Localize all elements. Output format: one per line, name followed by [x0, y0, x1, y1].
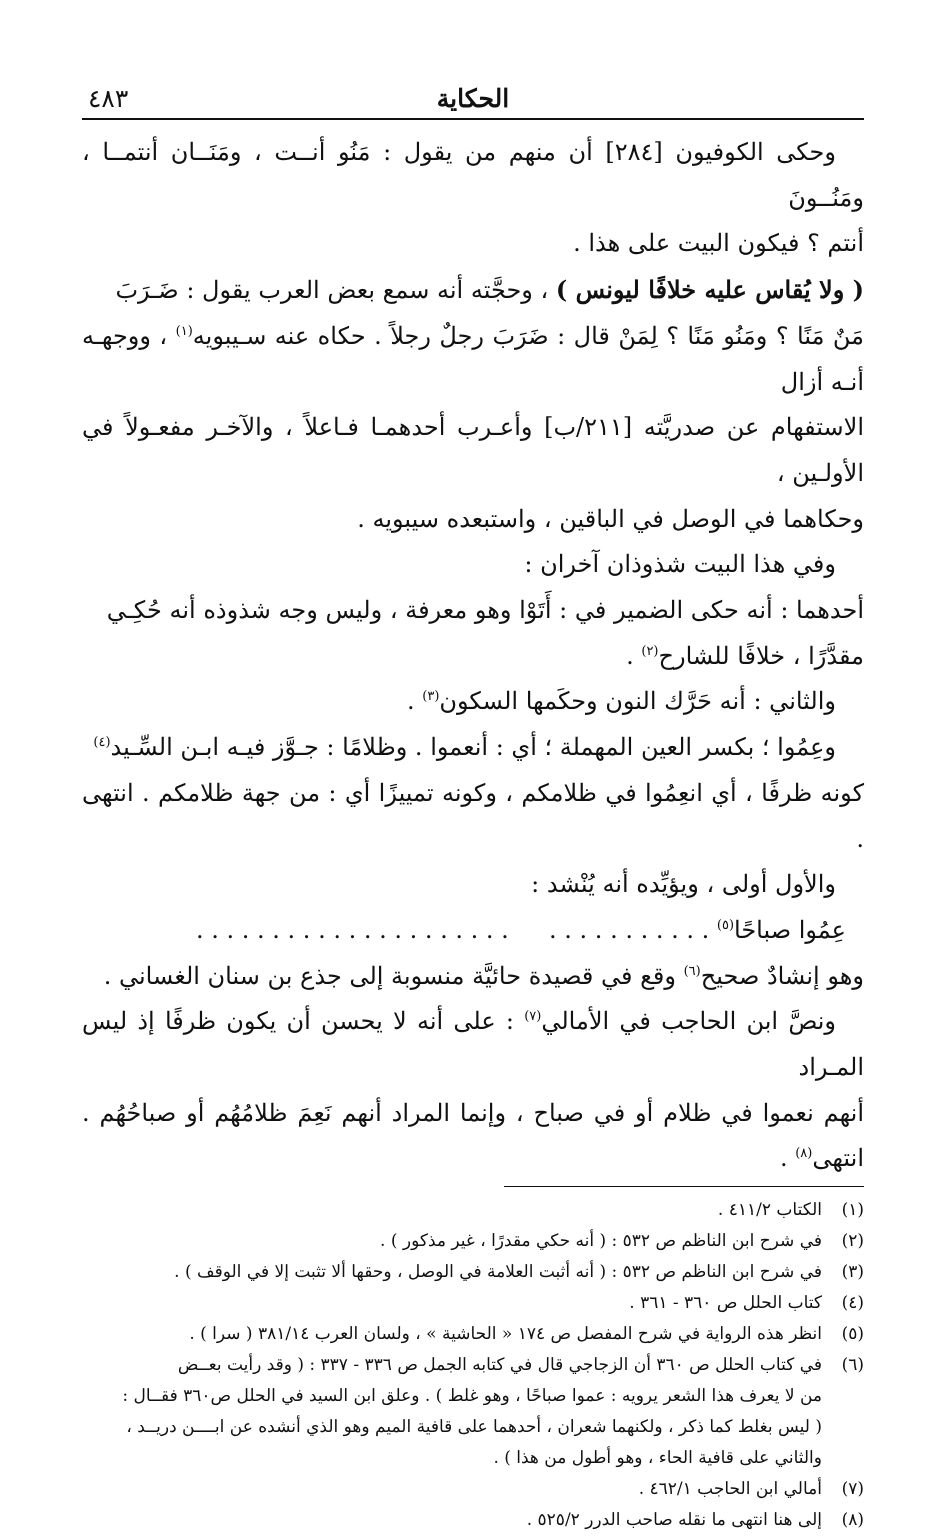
- text-line: .: [407, 687, 423, 716]
- page: [82, 78, 864, 1536]
- running-title: الحكاية: [436, 84, 510, 113]
- footnote-continuation: والثاني على قافية الحاء ، وهو أطول من هذا ) .: [493, 1448, 822, 1469]
- paragraph-continuation: [82, 221, 864, 267]
- footnote-ref[interactable]: (٦): [683, 963, 701, 979]
- verse-text: عِمُوا صباحًا: [734, 915, 846, 944]
- text-line: .: [626, 641, 642, 670]
- text-line: وقع في قصيدة حائيَّة منسوبة إلى جذع بن سنان الغساني .: [103, 961, 684, 990]
- verse-hemistich-left: . . . . . . . . . . . . . . . . . . . . .: [196, 915, 509, 944]
- footnote: [82, 1257, 864, 1288]
- footnote-ref[interactable]: (٢): [641, 643, 659, 659]
- footnote-text: انظر هذه الرواية في شرح المفصل ص ١٧٤ « الحاشية » ، ولسان العرب ٣٨١/١٤ ( سرا ) .: [189, 1324, 822, 1345]
- paragraph: [82, 999, 864, 1090]
- paragraph: [82, 130, 864, 221]
- footnote-text: إلى هنا انتهى ما نقله صاحب الدرر ٥٢٥/٢ .: [526, 1510, 822, 1531]
- footnote-number: (٨): [841, 1510, 864, 1531]
- verse-line: [82, 908, 864, 954]
- verse-hemistich-right: [516, 908, 864, 954]
- paragraph: [82, 679, 864, 725]
- footnote-text: في شرح ابن الناظم ص ٥٣٢ : ( أنه حكي مقدرًا ، غير مذكور ) .: [380, 1231, 822, 1252]
- footnote: [82, 1288, 864, 1319]
- footnote-continuation: من لا يعرف هذا الشعر يرويه : عموا صباحًا ، وهو غلط ) . وعلق ابن السيد في الحلل ص٣٦٠ فقــال :: [122, 1386, 822, 1407]
- text-line: ، وحجَّته أنه سمع بعض العرب يقول : ضَـرَبَ: [115, 276, 556, 305]
- footnote-ref[interactable]: (٣): [422, 689, 440, 705]
- text-line: والثاني : أنه حَرَّك النون وحكَمها السكون: [439, 687, 836, 716]
- footnotes: [82, 1195, 864, 1536]
- text-line: وحكى الكوفيون [٢٨٤] أن منهم من يقول : مَنُو أنــت ، ومَنَــان أنتمــا ، ومَنُــونَ: [82, 138, 864, 212]
- text-line: .: [779, 1144, 796, 1173]
- paragraph: [82, 725, 864, 771]
- footnote: [82, 1195, 864, 1226]
- text-line: : على أنه لا يحسن أن يكون ظرفًا إذ ليس المـراد: [82, 1007, 864, 1082]
- paragraph-continuation: [82, 771, 864, 862]
- paragraph: والأول أولى ، ويؤيِّده أنه يُنْشد :: [531, 870, 836, 899]
- paragraph-continuation: [82, 1091, 864, 1182]
- text-line: أنهم نعموا في ظلام أو في صباح ، وإنما المراد أنهم نَعِمَ ظلامُهُم أو صباحُهُم . انتهى: [82, 1098, 864, 1173]
- footnote-text: أمالي ابن الحاجب ٤٦٢/١ .: [638, 1479, 822, 1500]
- footnote-ref[interactable]: (١): [175, 323, 193, 339]
- footnote: [82, 1505, 864, 1536]
- text-line: وهو إنشادٌ صحيح: [700, 961, 864, 990]
- running-header: [82, 78, 864, 120]
- footnote-number: (١): [841, 1200, 864, 1221]
- text-line: وعِمُوا ؛ بكسر العين المهملة ؛ أي : أنعموا . وظلامًا : جـوَّز فيـه ابـن السِّـيد: [110, 733, 836, 762]
- footnote-number: (٥): [841, 1324, 864, 1345]
- paragraph-continuation: [82, 634, 864, 680]
- footnote: [82, 1474, 864, 1505]
- footnote-continuation: ( ليس بغلط كما ذكر ، ولكنهما شعران ، أحدهما على قافية الميم وهو الذي أنشده عن ابــــن دريــد ،: [126, 1417, 822, 1438]
- verse-ellipsis: . . . . . . . . . . .: [549, 915, 717, 944]
- footnote-text: في شرح ابن الناظم ص ٥٣٢ : ( أنه أثبت العلامة في الوصل ، وحقها ألا تثبت إلا في الوقف ) .: [174, 1262, 822, 1283]
- paragraph-continuation: [82, 497, 864, 543]
- footnote-ref[interactable]: (٥): [716, 917, 735, 933]
- paragraph: [82, 954, 864, 1000]
- main-text: [82, 130, 864, 1182]
- footnote-text: في كتاب الحلل ص ٣٦٠ أن الزجاجي قال في كتابه الجمل ص ٣٣٦ - ٣٣٧ : ( وقد رأيت بعــض: [177, 1355, 822, 1376]
- footnote-ref[interactable]: (٧): [524, 1009, 542, 1025]
- text-line: كونه ظرفًا ، أي انعِمُوا في ظلامكم ، وكونه تمييزًا أي : من جهة ظلامكم . انتهى .: [82, 778, 864, 853]
- footnote: [82, 1319, 864, 1350]
- footnote-text: كتاب الحلل ص ٣٦٠ - ٣٦١ .: [629, 1293, 822, 1314]
- paragraph: [82, 267, 864, 314]
- text-line: ، ووجهـه أنـه أزال: [82, 321, 864, 396]
- footnote-number: (٧): [841, 1479, 864, 1500]
- text-line: أنتم ؟ فيكون البيت على هذا .: [573, 229, 864, 258]
- footnote-number: (٣): [841, 1262, 864, 1283]
- footnote: [82, 1350, 864, 1381]
- footnote-ref[interactable]: (٤): [93, 735, 111, 751]
- footnote-ref[interactable]: (٨): [795, 1146, 813, 1162]
- footnote-text: الكتاب ٤١١/٢ .: [717, 1200, 822, 1221]
- page-number: ٤٨٣: [88, 84, 129, 113]
- paragraph-continuation: [82, 405, 864, 496]
- text-line: ونصَّ ابن الحاجب في الأمالي: [541, 1007, 836, 1036]
- footnote-number: (٦): [841, 1355, 864, 1376]
- text-line: أحدهما : أنه حكى الضمير في : أَتَوْا وهو معرفة ، وليس وجه شذوذه أنه حُكِـي: [106, 596, 864, 625]
- text-line: مقدَّرًا ، خلافًا للشارح: [658, 641, 864, 670]
- paragraph: وفي هذا البيت شذوذان آخران :: [524, 550, 836, 579]
- footnote-number: (٤): [841, 1293, 864, 1314]
- text-line: وحكاهما في الوصل في الباقين ، واستبعده سيبويه .: [357, 504, 864, 533]
- paragraph-continuation: [82, 314, 864, 405]
- footnote-number: (٢): [841, 1231, 864, 1252]
- footnote-separator: [504, 1186, 864, 1187]
- text-line: الاستفهام عن صدريَّته [٢١١/ب] وأعـرب أحدهمـا فـاعلاً ، والآخـر مفعـولاً في الأولـين ،: [82, 413, 864, 487]
- footnote: [82, 1226, 864, 1257]
- text-line: مَنٌ مَنًا ؟ ومَنُو مَنًا ؟ لِمَنْ قال : ضَرَبَ رجلٌ رجلاً . حكاه عنه سـيبويه: [192, 321, 865, 350]
- paragraph: [82, 588, 864, 634]
- rule-heading: ( ولا يُقاس عليه خلافًا ليونس ): [555, 275, 864, 305]
